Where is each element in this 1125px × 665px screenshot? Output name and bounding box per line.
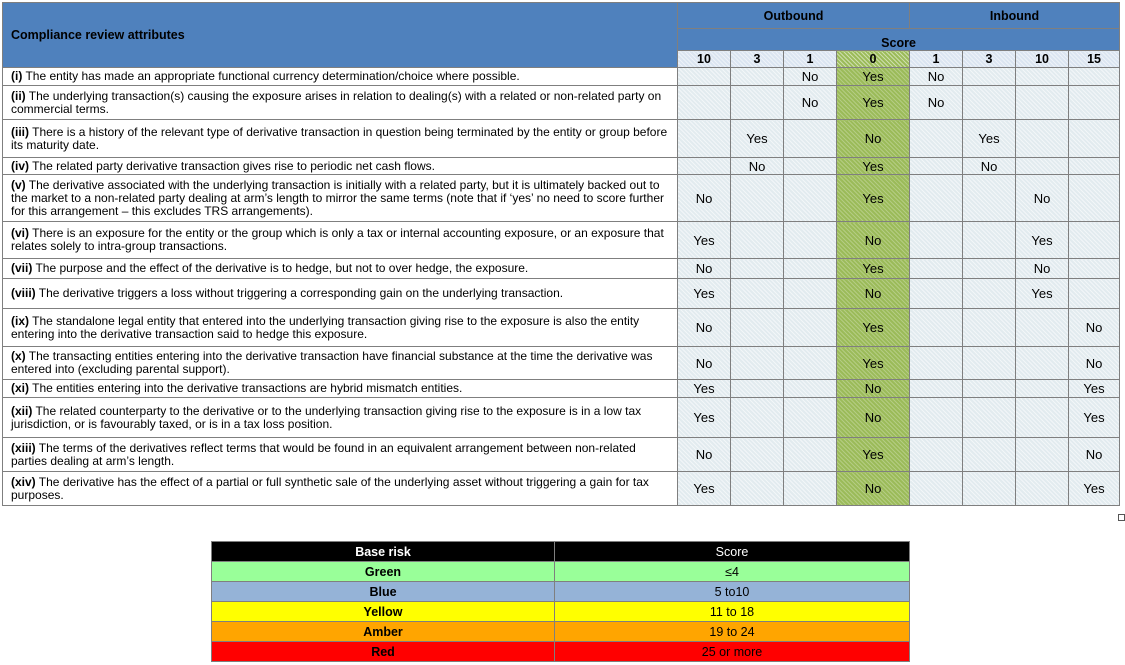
score-cell (963, 279, 1016, 309)
risk-level-name: Green (212, 562, 555, 582)
score-cell (731, 259, 784, 279)
score-cell (910, 380, 963, 398)
attribute-description: The related counterparty to the derivative or to the underlying transaction giving rise to the exposure is in a low tax jurisdiction, or is favourably taxed, or is in a tax loss position. (11, 403, 642, 431)
attribute-number: (xiii) (11, 440, 36, 455)
score-cell (963, 347, 1016, 380)
score-cell: No (837, 120, 910, 158)
score-cell (1016, 398, 1069, 438)
attributes-header: Compliance review attributes (3, 3, 678, 68)
score-cell (1069, 120, 1120, 158)
score-cell (910, 175, 963, 222)
score-cell (910, 279, 963, 309)
score-cell (1069, 279, 1120, 309)
score-cell: No (678, 175, 731, 222)
score-cell (1016, 68, 1069, 86)
score-column-header: Score (555, 542, 910, 562)
attribute-number: (v) (11, 177, 26, 192)
score-cell (1016, 380, 1069, 398)
score-cell (731, 438, 784, 472)
attribute-text (3, 175, 678, 222)
score-cell: Yes (837, 86, 910, 120)
score-cell: No (1016, 259, 1069, 279)
score-cell (963, 398, 1016, 438)
score-cell: No (910, 68, 963, 86)
score-cell (1069, 86, 1120, 120)
score-cell (963, 86, 1016, 120)
score-cell: No (678, 309, 731, 347)
attribute-number: (vii) (11, 261, 33, 275)
score-cell (910, 309, 963, 347)
score-cell: Yes (837, 175, 910, 222)
risk-level-name: Blue (212, 582, 555, 602)
score-cell: No (1069, 309, 1120, 347)
attribute-text (3, 347, 678, 380)
attribute-number: (x) (11, 349, 26, 363)
attribute-description: The related party derivative transaction gives rise to periodic net cash flows. (29, 158, 435, 173)
score-cell (731, 398, 784, 438)
attribute-number: (i) (11, 69, 23, 83)
score-cell: Yes (837, 259, 910, 279)
attribute-number: (xiv) (11, 474, 36, 489)
score-column-1: 3 (731, 51, 784, 68)
score-cell (963, 68, 1016, 86)
score-cell (678, 120, 731, 158)
risk-row-blue (212, 582, 910, 602)
score-column-5: 3 (963, 51, 1016, 68)
score-cell: Yes (1069, 380, 1120, 398)
score-cell (784, 279, 837, 309)
score-column-0: 10 (678, 51, 731, 68)
score-cell: No (837, 398, 910, 438)
base-risk-table (211, 541, 910, 662)
attribute-description: The transacting entities entering into the derivative transaction have financial substance at the time the derivative was entered into (excluding parental support). (11, 349, 653, 376)
score-cell (963, 259, 1016, 279)
score-cell (963, 380, 1016, 398)
score-cell: Yes (678, 222, 731, 259)
score-cell (731, 68, 784, 86)
score-cell (910, 472, 963, 506)
outbound-header: Outbound (678, 3, 910, 29)
attribute-description: The underlying transaction(s) causing the exposure arises in relation to dealing(s) with a related or non-related party on commercial terms. (11, 88, 662, 116)
risk-row-yellow (212, 602, 910, 622)
risk-level-score: 11 to 18 (555, 602, 910, 622)
score-cell (1069, 222, 1120, 259)
attribute-text (3, 279, 678, 309)
attribute-text (3, 472, 678, 506)
score-cell: Yes (1016, 279, 1069, 309)
attribute-text (3, 158, 678, 175)
score-cell (731, 86, 784, 120)
score-cell (1016, 86, 1069, 120)
score-cell: No (678, 438, 731, 472)
score-cell (784, 380, 837, 398)
risk-level-score: 19 to 24 (555, 622, 910, 642)
score-cell (1069, 68, 1120, 86)
score-cell (963, 472, 1016, 506)
attribute-number: (ix) (11, 313, 29, 328)
score-cell (731, 380, 784, 398)
score-cell (731, 279, 784, 309)
score-cell: Yes (678, 472, 731, 506)
score-cell: Yes (1016, 222, 1069, 259)
score-cell: Yes (678, 279, 731, 309)
attribute-text (3, 438, 678, 472)
score-cell: No (731, 158, 784, 175)
attribute-text (3, 222, 678, 259)
resize-handle[interactable] (1118, 514, 1125, 521)
score-cell (1069, 175, 1120, 222)
score-cell (678, 86, 731, 120)
score-cell: No (910, 86, 963, 120)
attribute-number: (ii) (11, 88, 26, 103)
attribute-description: The derivative triggers a loss without triggering a corresponding gain on the underlying transaction. (35, 286, 564, 300)
score-cell (784, 158, 837, 175)
score-cell (731, 222, 784, 259)
attribute-text (3, 259, 678, 279)
score-cell (910, 222, 963, 259)
score-cell (784, 398, 837, 438)
attribute-number: (viii) (11, 286, 36, 300)
attribute-description: The derivative associated with the underlying transaction is initially with a related party, but it is ultimately backed out to the market to a non-related party dealing at arm’s length to mirror the same terms (note that if ‘yes’ no need to score further for this arrangement – this excludes TRS arrangements). (11, 177, 664, 218)
table-row (3, 68, 1120, 86)
score-cell: No (1016, 175, 1069, 222)
score-cell: No (678, 259, 731, 279)
attribute-description: The standalone legal entity that entered into the underlying transaction giving rise to the exposure is also the entity entering into the derivative transaction said to hedge this exposure. (11, 313, 640, 341)
score-cell: No (837, 380, 910, 398)
table-row (3, 472, 1120, 506)
score-cell: No (837, 472, 910, 506)
risk-level-name: Yellow (212, 602, 555, 622)
attribute-text (3, 380, 678, 398)
score-cell (784, 175, 837, 222)
score-cell: No (784, 86, 837, 120)
attribute-text (3, 120, 678, 158)
score-cell: Yes (678, 380, 731, 398)
score-cell: Yes (837, 347, 910, 380)
attribute-text (3, 398, 678, 438)
score-cell (1016, 309, 1069, 347)
score-cell: Yes (963, 120, 1016, 158)
score-cell: No (837, 222, 910, 259)
score-cell (1016, 438, 1069, 472)
attribute-text (3, 68, 678, 86)
score-cell: Yes (837, 309, 910, 347)
table-row (3, 222, 1120, 259)
score-cell (784, 438, 837, 472)
attribute-number: (xii) (11, 403, 33, 418)
score-cell (1016, 347, 1069, 380)
score-cell: No (678, 347, 731, 380)
score-cell: Yes (837, 438, 910, 472)
table-row (3, 438, 1120, 472)
table-row (3, 259, 1120, 279)
score-cell (784, 222, 837, 259)
score-cell (731, 309, 784, 347)
risk-row-green (212, 562, 910, 582)
attribute-text (3, 86, 678, 120)
score-cell (1016, 472, 1069, 506)
score-cell (963, 222, 1016, 259)
score-cell: No (837, 279, 910, 309)
score-cell (1069, 158, 1120, 175)
risk-level-score: 25 or more (555, 642, 910, 662)
attribute-description: The terms of the derivatives reflect terms that would be found in an equivalent arrangement between non-related parties dealing at arm’s length. (11, 440, 636, 468)
table-row (3, 86, 1120, 120)
table-row (3, 158, 1120, 175)
inbound-header: Inbound (910, 3, 1120, 29)
score-cell (963, 438, 1016, 472)
attribute-description: The derivative has the effect of a partial or full synthetic sale of the underlying asset without triggering a gain for tax purposes. (11, 474, 649, 502)
score-cell: Yes (678, 398, 731, 438)
score-cell (731, 347, 784, 380)
score-column-4: 1 (910, 51, 963, 68)
score-column-6: 10 (1016, 51, 1069, 68)
risk-row-red (212, 642, 910, 662)
score-cell (963, 175, 1016, 222)
score-cell (784, 347, 837, 380)
score-cell: Yes (1069, 472, 1120, 506)
score-cell (1069, 259, 1120, 279)
score-cell (784, 259, 837, 279)
score-cell (784, 309, 837, 347)
score-cell (784, 472, 837, 506)
score-cell: No (784, 68, 837, 86)
score-cell (678, 68, 731, 86)
score-cell: No (963, 158, 1016, 175)
attribute-number: (iv) (11, 158, 29, 173)
score-header: Score (678, 29, 1120, 51)
table-row (3, 347, 1120, 380)
attribute-description: The entity has made an appropriate functional currency determination/choice where possible. (22, 69, 520, 83)
table-row (3, 398, 1120, 438)
attribute-description: There is a history of the relevant type of derivative transaction in question being terminated by the entity or group before its maturity date. (11, 124, 668, 152)
compliance-review-table (2, 2, 1120, 506)
attribute-text (3, 309, 678, 347)
score-column-7: 15 (1069, 51, 1120, 68)
score-cell (910, 158, 963, 175)
attribute-number: (xi) (11, 381, 29, 395)
score-cell (784, 120, 837, 158)
score-cell (731, 472, 784, 506)
score-cell (678, 158, 731, 175)
score-cell: Yes (1069, 398, 1120, 438)
score-cell (910, 347, 963, 380)
score-cell (910, 438, 963, 472)
risk-level-score: 5 to10 (555, 582, 910, 602)
score-column-3: 0 (837, 51, 910, 68)
score-cell: Yes (731, 120, 784, 158)
score-cell (910, 120, 963, 158)
score-cell (731, 175, 784, 222)
score-cell (1016, 120, 1069, 158)
score-cell (910, 259, 963, 279)
score-column-2: 1 (784, 51, 837, 68)
score-cell: No (1069, 347, 1120, 380)
risk-level-score: ≤4 (555, 562, 910, 582)
attribute-description: The entities entering into the derivative transactions are hybrid mismatch entities. (29, 381, 463, 395)
table-row (3, 175, 1120, 222)
score-cell: Yes (837, 158, 910, 175)
attribute-number: (vi) (11, 226, 29, 240)
score-cell (910, 398, 963, 438)
attribute-description: The purpose and the effect of the derivative is to hedge, but not to over hedge, the exposure. (32, 261, 529, 275)
attribute-number: (iii) (11, 124, 29, 139)
table-row (3, 309, 1120, 347)
score-cell: Yes (837, 68, 910, 86)
score-cell: No (1069, 438, 1120, 472)
table-row (3, 380, 1120, 398)
base-risk-header: Base risk (212, 542, 555, 562)
table-row (3, 120, 1120, 158)
risk-row-amber (212, 622, 910, 642)
risk-level-name: Red (212, 642, 555, 662)
score-cell (1016, 158, 1069, 175)
attribute-description: There is an exposure for the entity or the group which is only a tax or internal accounting exposure, or an exposure that relates solely to intra-group transactions. (11, 226, 664, 253)
risk-level-name: Amber (212, 622, 555, 642)
score-cell (963, 309, 1016, 347)
table-row (3, 279, 1120, 309)
